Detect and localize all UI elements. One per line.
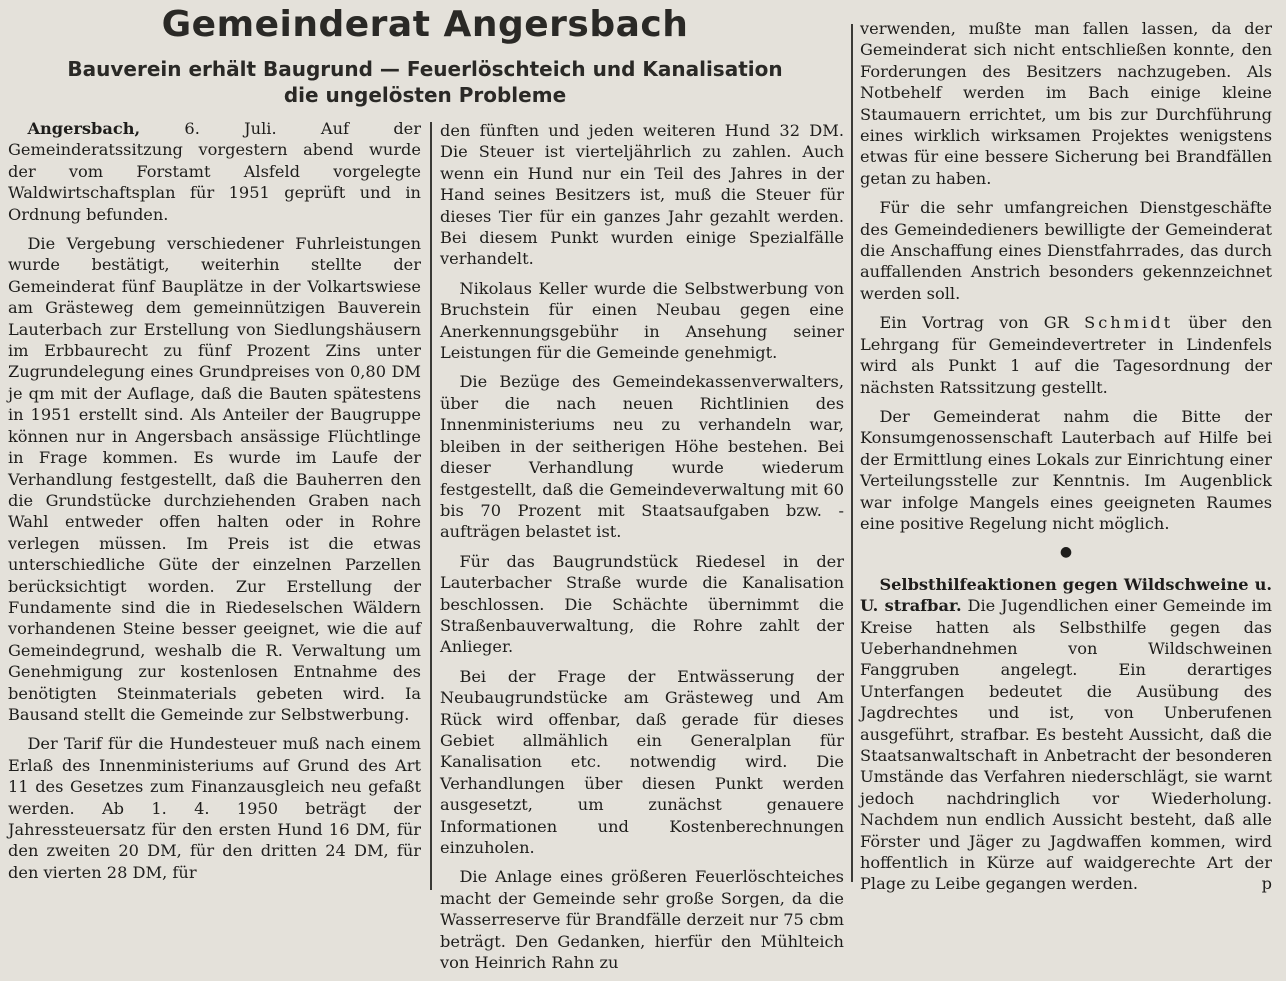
paragraph: verwenden, mußte man fallen lassen, da der Gemeinderat sich nicht entschließen konnte, den Forderungen des Besitzers nachzugeben. Als Notbehelf werden im Bach einige kleine Staumauern errichtet, um bis zur Durchführung eines wirklich wirksamen Projektes wenigstens etwas für eine bessere Sicherung bei Brandfällen getan zu haben. [860, 19, 1272, 188]
article-subheadline [0, 56, 850, 108]
item-heading: Selbsthilfeaktionen gegen Wildschweine u. U. strafbar. [860, 574, 1272, 616]
column-3 [860, 18, 1272, 903]
article-headline: Gemeinderat Angersbach [161, 4, 689, 45]
paragraph: Bei der Frage der Entwässerung der Neubaugrundstücke am Grästeweg und Am Rück wird offenbar, daß gerade für dieses Gebiet allmählich ein Generalplan für Kanalisation etc. notwendig wird. Die Verhandlungen über diesen Punkt werden ausgesetzt, um zunächst genauere Informationen und Kostenberechnungen einzuholen. [440, 666, 844, 857]
paragraph: Für das Baugrundstück Riedesel in der Lauterbacher Straße wurde die Kanalisation beschlossen. Die Schächte übernimmt die Straßenbauverwaltung, die Rohre zahlt der Anlieger. [440, 551, 844, 657]
paragraph: Für die sehr umfangreichen Dienstgeschäfte des Gemeindedieners bewilligte der Gemeinderat die Anschaffung eines Dienstfahrrades, das durch auffallenden Anstrich besonders gekennzeichnet werden soll. [860, 198, 1272, 303]
column-divider [430, 122, 432, 890]
subheadline-line-1: Bauverein erhält Baugrund — Feuerlöschteich und Kanalisation [67, 57, 783, 81]
paragraph: Angersbach, 6. Juli. Auf der Gemeinderatssitzung vorgestern abend wurde der vom Forstamt Alsfeld vorgelegte Waldwirtschaftsplan für 1951 geprüft und in Ordnung befunden. [8, 119, 421, 224]
paragraph: den fünften und jeden weiteren Hund 32 DM. Die Steuer ist vierteljährlich zu zahlen. Auch wenn ein Hund nur ein Teil des Jahres in der Hand seines Besitzers ist, muß die Steuer für dieses Tier für ein ganzes Jahr gezahlt werden. Bei diesem Punkt wurden einige Spezialfälle verhandelt. [440, 121, 844, 269]
paragraph: Der Gemeinderat nahm die Bitte der Konsumgenossenschaft Lauterbach auf Hilfe bei der Ermittlung eines Lokals zur Einrichtung einer Verteilungsstelle zur Kenntnis. Im Augenblick war infolge Mangels eines geeigneten Raumes eine positive Regelung nicht möglich. [860, 406, 1272, 533]
paragraph: Der Tarif für die Hundesteuer muß nach einem Erlaß des Innenministeriums auf Grund des Art 11 des Gesetzes zum Finanzausgleich neu gefaßt werden. Ab 1. 4. 1950 beträgt der Jahressteuersatz für den ersten Hund 16 DM, für den zweiten 20 DM, für den dritten 24 DM, für den vierten 28 DM, für [8, 734, 421, 882]
paragraph: Nikolaus Keller wurde die Selbstwerbung von Bruchstein für einen Neubau gegen eine Anerkennungsgebühr in Ansehung seiner Leistungen für die Gemeinde genehmigt. [440, 278, 844, 363]
column-divider [851, 24, 853, 882]
column-1 [8, 118, 421, 891]
paragraph: Selbsthilfeaktionen gegen Wildschweine u. U. strafbar. Die Jugendlichen einer Gemeinde im Kreise hatten als Selbsthilfe gegen das Ueberhandnehmen von Wildschweinen Fanggruben angelegt. Ein derartiges Unterfangen bedeutet die Ausübung des Jagdrechtes und ist, von Unberufenen ausgeführt, strafbar. Es besteht Aussicht, daß die Staatsanwaltschaft in Anbetracht der besonderen Umstände das Verfahren niederschlägt, sie warnt jedoch nachdringlich vor Wiederholung. Nachdem nun endlich Aussicht besteht, daß alle Förster und Jäger zu Jagdwaffen kommen, wird hoffentlich in Kürze auf waidgerechte Art der Plage zu Leibe gegangen werden. p [860, 574, 1272, 894]
author-signature: p [1261, 874, 1272, 894]
paragraph: Die Anlage eines größeren Feuerlöschteiches macht der Gemeinde sehr große Sorgen, da die Wasserreserve für Brandfälle derzeit nur 75 cbm beträgt. Den Gedanken, hierfür den Mühlteich von Heinrich Rahn zu [440, 867, 844, 973]
paragraph: Ein Vortrag von GR Schmidt über den Lehrgang für Gemeindevertreter in Lindenfels wird als Punkt 1 auf die Tagesordnung der nächsten Ratssitzung gestellt. [860, 313, 1272, 397]
emphasized-name: Schmidt [1084, 313, 1174, 333]
dateline: Angersbach, [27, 119, 141, 138]
paragraph: Die Bezüge des Gemeindekassenverwalters, über die nach neuen Richtlinien des Innenministeriums neu zu verhandeln war, bleiben in der seitherigen Höhe bestehen. Bei dieser Verhandlung wurde wiederum festgestellt, daß die Gemeindeverwaltung mit 60 bis 70 Prozent mit Staatsaufgaben bzw. -aufträgen belastet ist. [440, 372, 844, 542]
section-separator-bullet: ● [1059, 544, 1073, 561]
subheadline-line-2: die ungelösten Probleme [283, 83, 567, 107]
paragraph: Die Vergebung verschiedener Fuhrleistungen wurde bestätigt, weiterhin stellte der Gemeinderat fünf Bauplätze in der Volkartswiese am Grästeweg dem gemeinnützigen Bauverein Lauterbach zur Erstellung von Siedlungshäusern im Erbbaurecht zu fünf Prozent Zins unter Zugrundelegung eines Grundpreises von 0,80 DM je qm mit der Auflage, daß die Bauten spätestens in 1951 erstellt sind. Als Anteiler der Baugruppe können nur in Angersbach ansässige Flüchtlinge in Frage kommen. Es wurde im Laufe der Verhandlung festgestellt, daß die Bauherren den die Grundstücke durchziehenden Graben nach Wahl entweder offen halten oder in Rohre verlegen müssen. Im Preis ist die etwas unterschiedliche Güte der einzelnen Parzellen berücksichtigt worden. Zur Erstellung der Fundamente sind die in Riedeselschen Wäldern vorhandenen Steine besser geeignet, wie die auf Gemeindegrund, weshalb die R. Verwaltung um Genehmigung zur kostenlosen Entnahme des benötigten Steinmaterials gebeten wird. Ia Bausand stellt die Gemeinde zur Selbstwerbung. [8, 234, 421, 724]
column-2 [440, 120, 844, 981]
